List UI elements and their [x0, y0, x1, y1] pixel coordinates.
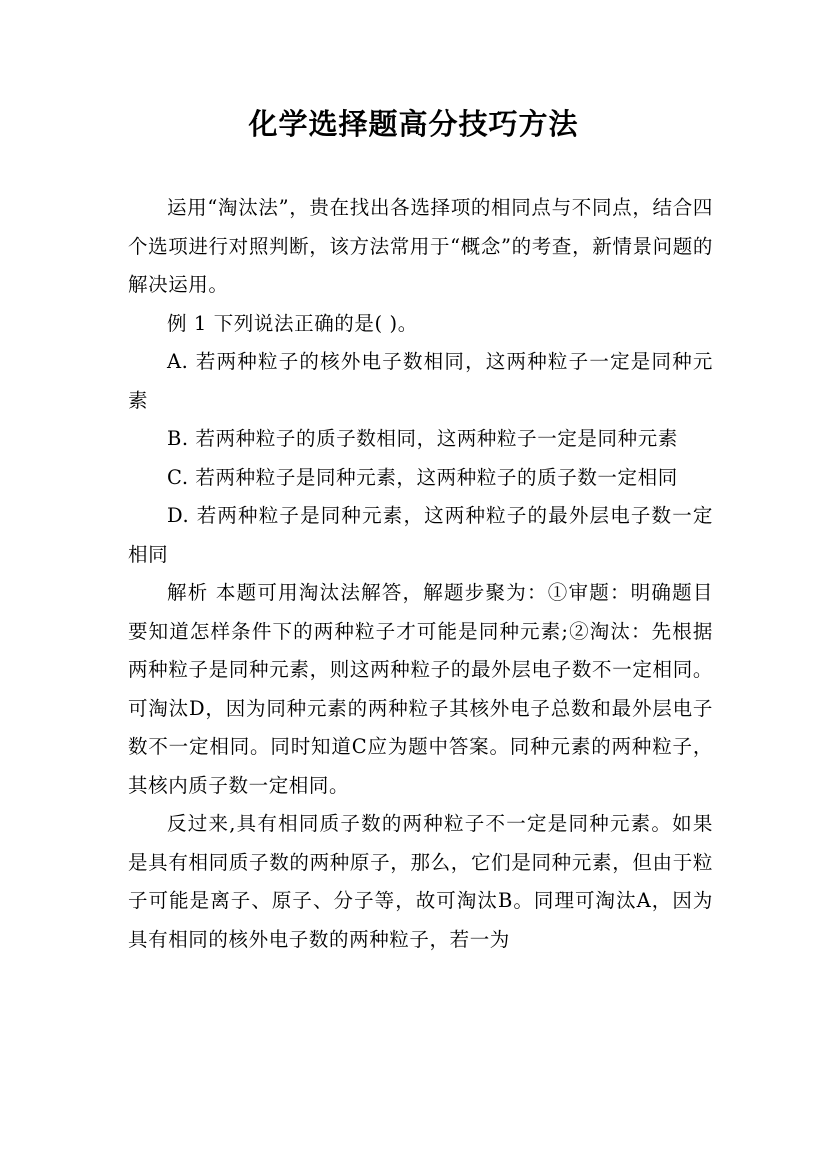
paragraph-analysis: 解析 本题可用淘汰法解答，解题步聚为：①审题：明确题目要知道怎样条件下的两种粒子才可能是同种元素;②淘汰：先根据两种粒子是同种元素，则这两种粒子的最外层电子数不一定相同。可淘汰D，因为同种元素的两种粒子其核外电子总数和最外层电子数不一定相同。同时知道C应为题中答案。同种元素的两种粒子，其核内质子数一定相同。 [128, 581, 713, 797]
paragraph-option-b: B. 若两种粒子的质子数相同，这两种粒子一定是同种元素 [167, 427, 678, 450]
paragraph-option-d: D. 若两种粒子是同种元素，这两种粒子的最外层电子数一定相同 [128, 504, 713, 566]
paragraph-example-question: 例 1 下列说法正确的是( )。 [167, 311, 418, 335]
document-body [128, 189, 713, 959]
document-title: 化学选择题高分技巧方法 [248, 107, 579, 141]
paragraph-intro: 运用“淘汰法”，贵在找出各选择项的相同点与不同点，结合四个选项进行对照判断，该方法常用于“概念”的考查，新情景问题的解决运用。 [128, 196, 713, 296]
paragraph-analysis-continued: 反过来,具有相同质子数的两种粒子不一定是同种元素。如果是具有相同质子数的两种原子，那么，它们是同种元素，但由于粒子可能是离子、原子、分子等，故可淘汰B。同理可淘汰A，因为具有相同的核外电子数的两种粒子，若一为 [128, 812, 713, 951]
paragraph-option-c: C. 若两种粒子是同种元素，这两种粒子的质子数一定相同 [167, 465, 678, 489]
paragraph-option-a: A. 若两种粒子的核外电子数相同，这两种粒子一定是同种元素 [128, 350, 713, 412]
